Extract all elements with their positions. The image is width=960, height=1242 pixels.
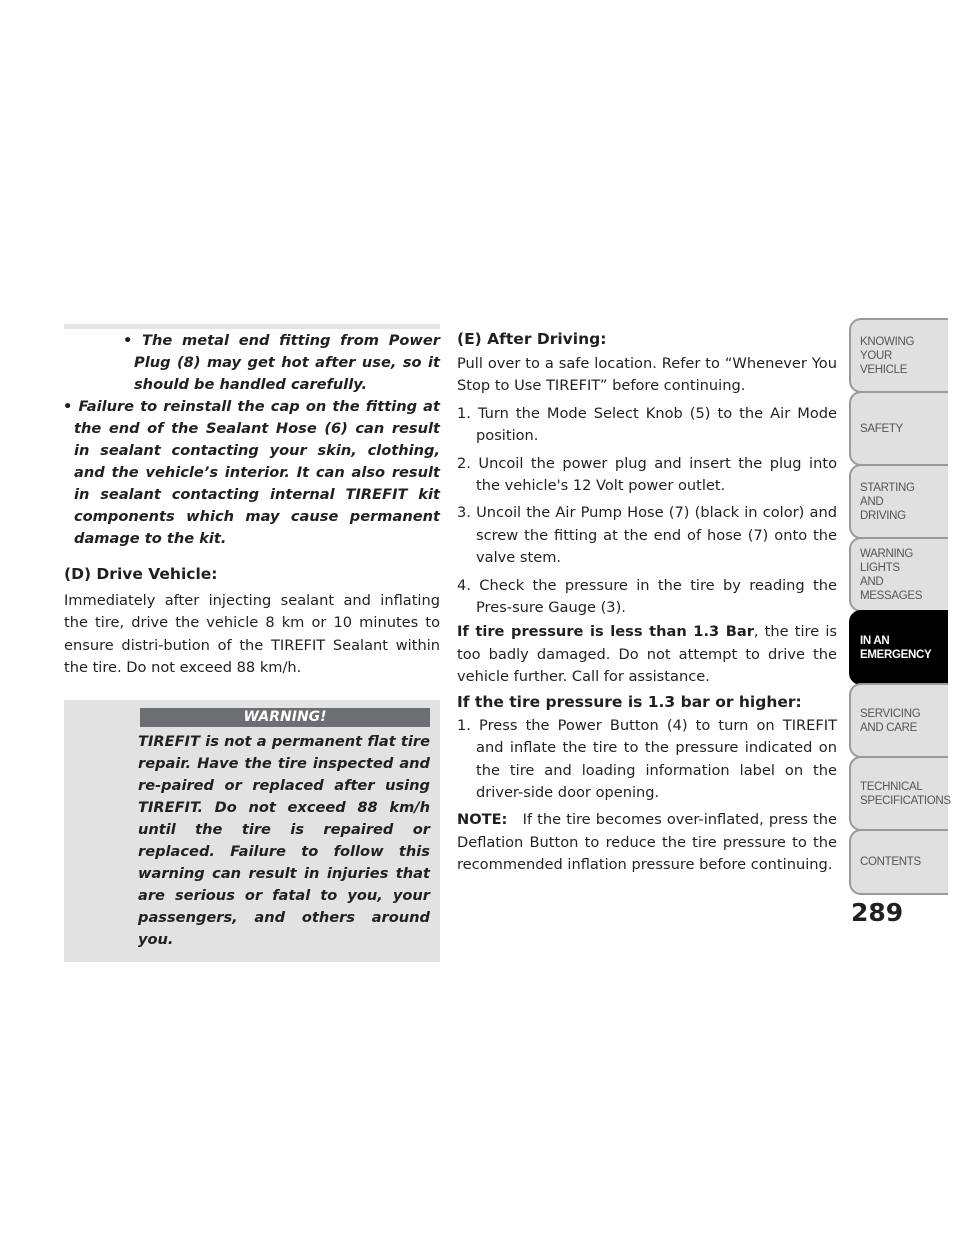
warning-bullet-main: • Failure to reinstall the cap on the fitting at the end of the Sealant Hose (6) can result in sealant contacting your skin, clothing, and the vehicle’s interior. It can also result in sealant contacting internal TIREFIT kit components which may cause permanent damage to the kit. [63,398,440,547]
tab-in-an-emergency[interactable]: IN AN EMERGENCY [849,610,948,685]
low-pressure-lead: If tire pressure is less than 1.3 Bar [457,623,754,641]
page-number: 289 [851,898,904,927]
list-item: 3. Uncoil the Air Pump Hose (7) (black in color) and screw the fitting at the end of hose (7) onto the valve stem. [457,504,837,567]
section-d-text: Immediately after injecting sealant and inflating the tire, drive the vehicle 8 km or 10 minutes to ensure distri-bution of the TIREFIT Sealant within the tire. Do not exceed 88 km/h. [64,592,440,677]
list-item: 1. Turn the Mode Select Knob (5) to the Air Mode position. [457,404,837,445]
low-pressure-paragraph [457,621,837,688]
left-column [64,330,440,962]
warning-bullet-sub: • The metal end fitting from Power Plug (8) may get hot after use, so it should be handled carefully. [123,332,440,393]
list-item: 4. Check the pressure in the tire by reading the Pres-sure Gauge (3). [457,576,837,617]
note-text: If the tire becomes over-inflated, press the Deflation Button to reduce the tire pressure to the recommended inflation pressure before continuing. [457,811,837,874]
warning-title: WARNING! [140,708,430,727]
high-pressure-title: If the tire pressure is 1.3 bar or higher: [457,692,802,711]
tab-technical-specifications[interactable]: TECHNICAL SPECIFICATIONS [849,756,948,831]
note-paragraph [457,809,837,876]
warning-box [64,700,440,962]
note-label: NOTE: [457,811,508,829]
tab-knowing-your-vehicle[interactable]: KNOWING YOUR VEHICLE [849,318,948,393]
section-e-title: (E) After Driving: [457,330,607,348]
high-pressure-steps [457,715,837,805]
after-driving-steps [457,403,837,620]
warning-text: TIREFIT is not a permanent flat tire repair. Have the tire inspected and re-paired or replaced after using TIREFIT. Do not exceed 88 km/h until the tire is repaired or replaced. Failure to follow this warning can result in injuries that are serious or fatal to you, your passengers, and others around you. [138,732,430,948]
tab-contents[interactable]: CONTENTS [849,829,948,895]
low-pressure-text: , the tire is too badly damaged. Do not attempt to drive the vehicle further. Call for assistance. [457,623,837,686]
tab-warning-lights[interactable]: WARNING LIGHTS AND MESSAGES [849,537,948,612]
right-column [457,328,837,877]
list-item: 1. Press the Power Button (4) to turn on TIREFIT and inflate the tire to the pressure indicated on the tire and loading information label on the driver-side door opening. [457,716,837,801]
left-column-top-shade [64,324,440,329]
tab-servicing-and-care[interactable]: SERVICING AND CARE [849,683,948,758]
section-e-text: Pull over to a safe location. Refer to “Whenever You Stop to Use TIREFIT” before continuing. [457,355,837,395]
list-item: 2. Uncoil the power plug and insert the plug into the vehicle's 12 Volt power outlet. [457,454,837,495]
tab-safety[interactable]: SAFETY [849,391,948,466]
tab-starting-and-driving[interactable]: STARTING AND DRIVING [849,464,948,539]
section-d-title: (D) Drive Vehicle: [64,565,218,583]
